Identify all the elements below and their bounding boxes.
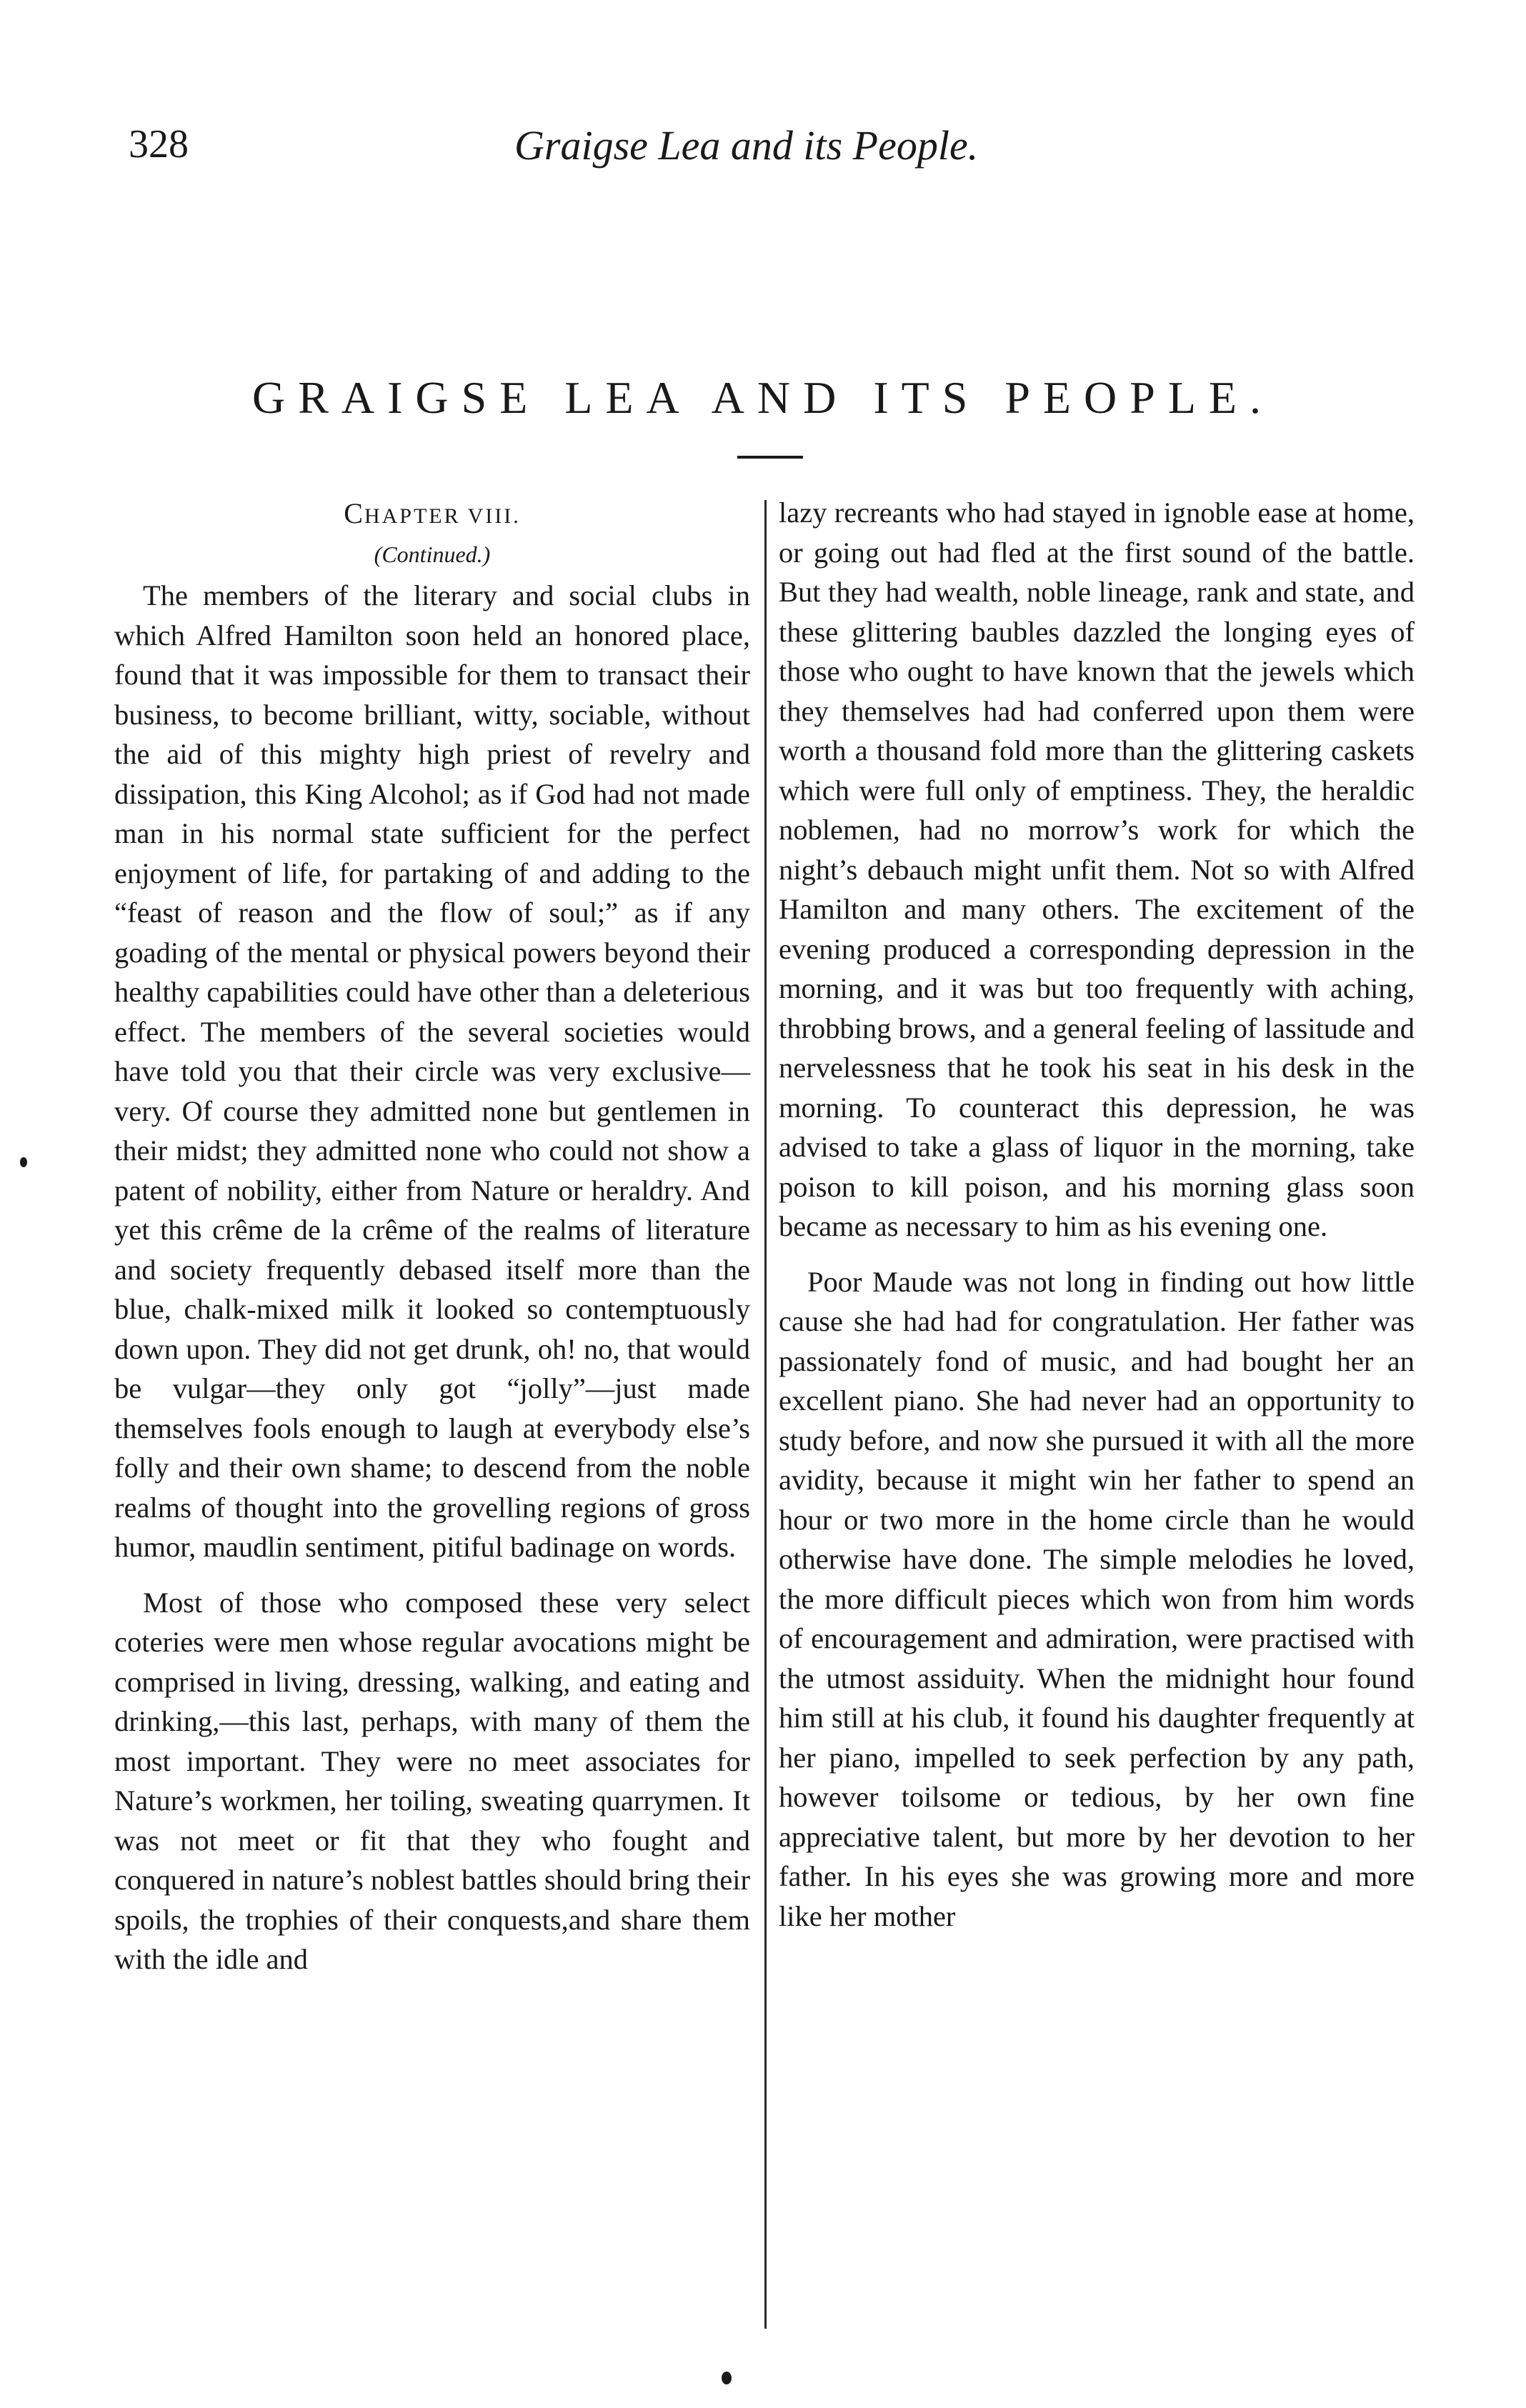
page-number: 328 bbox=[129, 122, 189, 166]
paragraph: Poor Maude was not long in finding out how little cause she had had for congratulation. Her father was passionately fond of music, and had bought her an excellent piano. She had never had an opportunity to study before, and now she pursued it with all the more avidity, because it might win her father to spend an hour or two more in the home circle than he would otherwise have done. The simple melodies he loved, the more difficult pieces which won from him words of encouragement and admiration, were practised with the utmost assiduity. When the midnight hour found him still at his club, it found his daughter frequently at her piano, impelled to seek perfection by any path, however toilsome or tedious, by her own fine appreciative talent, but more by her devotion to her father. In his eyes she was growing more and more like her mother bbox=[779, 1265, 1415, 1932]
running-head bbox=[0, 121, 1526, 179]
column-divider bbox=[764, 500, 767, 2329]
margin-mark bbox=[722, 2372, 732, 2384]
title-rule bbox=[737, 456, 803, 459]
left-column bbox=[114, 493, 750, 1979]
paragraph: The members of the literary and social clubs in which Alfred Hamilton soon held an honored place, found that it was impossible for them to transact their business, to become brilliant, witty, sociable, without the aid of this mighty high priest of revelry and dissipation, this King Alcohol; as if God had not made man in his normal state sufficient for the perfect enjoyment of life, for partaking of and adding to the “feast of reason and the flow of soul;” as if any goading of the mental or physical powers beyond their healthy capabilities could have other than a deleterious effect. The members of the several societies would have told you that their circle was very exclusive—very. Of course they admitted none but gentlemen in their midst; they admitted none who could not show a patent of nobility, either from Nature or heraldry. And yet this crême de la crême of the realms of literature and society frequently debased itself more than the blue, chalk-mixed milk it looked so contemptuously down upon. They did not get drunk, oh! no, that would be vulgar—they only got “jolly”—just made themselves fools enough to laugh at everybody else’s folly and their own shame; to descend from the noble realms of thought into the grovelling regions of gross humor, maudlin sentiment, pitiful badinage on words. bbox=[114, 579, 750, 1563]
running-title: Graigse Lea and its People. bbox=[514, 122, 979, 169]
margin-mark bbox=[20, 1157, 27, 1167]
article-title: GRAIGSE LEA AND ITS PEOPLE. bbox=[251, 372, 1275, 423]
right-column bbox=[779, 493, 1415, 1936]
paragraph: lazy recreants who had stayed in ignoble ease at home, or going out had fled at the first sound of the battle. But they had wealth, noble lineage, rank and state, and these glittering baubles dazzled the longing eyes of those who ought to have known that the jewels which they themselves had had conferred upon them were worth a thousand fold more than the glittering caskets which were full only of emptiness. They, the heraldic noblemen, had no morrow’s work for which the night’s debauch might unfit them. Not so with Alfred Hamilton and many others. The excitement of the evening produced a corresponding depression in the morning, and it was but too frequently with aching, throbbing brows, and a general feeling of lassitude and nervelessness that he took his seat in his desk in the morning. To counteract this depression, he was advised to take a glass of liquor in the morning, take poison to kill poison, and his morning glass soon became as necessary to him as his evening one. bbox=[779, 496, 1415, 1242]
chapter-heading-rest: HAPTER VIII. bbox=[364, 504, 521, 528]
paragraph: Most of those who composed these very select coteries were men whose regular avocations might be comprised in living, dressing, walking, and eating and drinking,—this last, perhaps, with many of them the most important. They were no meet associates for Nature’s workmen, her toiling, sweating quarrymen. It was not meet or fit that they who fought and conquered in nature’s noblest battles should bring their spoils, the trophies of their conquests,and share them with the idle and bbox=[114, 1586, 750, 1975]
chapter-heading-initial: C bbox=[344, 497, 364, 529]
continued-note: (Continued.) bbox=[374, 541, 491, 567]
chapter-heading bbox=[114, 493, 750, 537]
